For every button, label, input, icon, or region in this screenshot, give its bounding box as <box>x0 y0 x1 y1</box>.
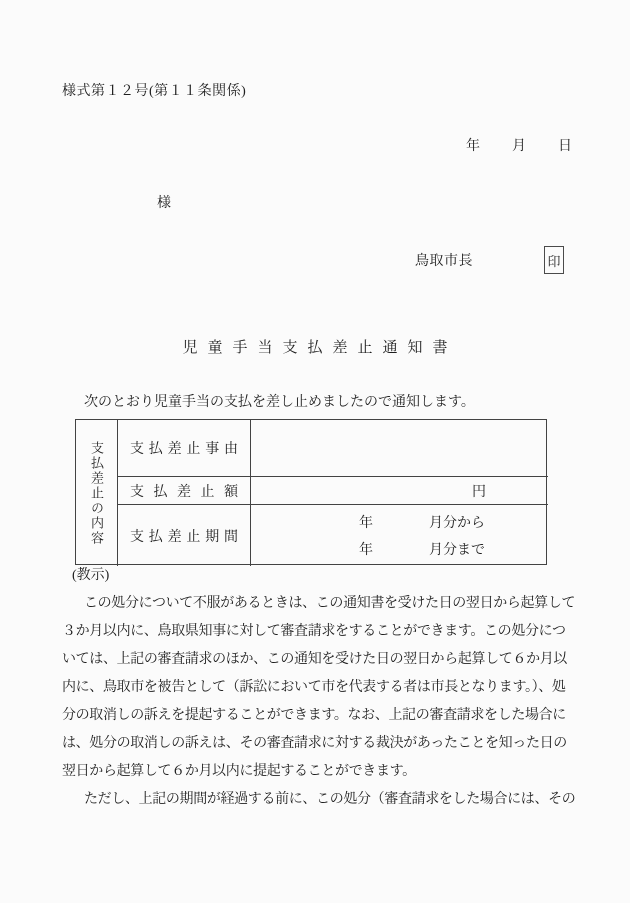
date-month-label: 月 <box>512 139 526 154</box>
row-period-label: 支 払 差 止 期 間 <box>130 529 238 545</box>
seal-placeholder-box <box>544 246 564 274</box>
row-amount-value-cell <box>251 477 548 505</box>
issuer-title: 鳥取市長 <box>415 254 473 269</box>
period-from-line <box>251 512 548 532</box>
row-amount-label: 支 払 差 止 額 <box>130 484 238 500</box>
period-from-year-label: 年 <box>359 516 373 531</box>
notice-line: この処分について不服があるときは、この通知書を受けた日の翌日から起算して <box>84 596 576 611</box>
period-from-suffix: 月分から <box>429 516 485 531</box>
row-amount-unit: 円 <box>472 484 486 500</box>
form-number: 様式第１２号(第１１条関係) <box>62 84 247 99</box>
page-title: 児童手当支払差止通知書 <box>182 340 458 356</box>
date-day-label: 日 <box>558 139 572 154</box>
notice-heading: (教示) <box>72 568 110 583</box>
notice-line: ただし、上記の期間が経過する前に、この処分（審査請求をした場合には、その <box>84 792 576 807</box>
period-to-suffix: 月分まで <box>429 543 485 558</box>
row-reason-label-cell <box>118 420 251 477</box>
notice-line: 内に、鳥取市を被告として（訴訟において市を代表する者は市長となります。）、処 <box>62 680 566 695</box>
addressee-suffix: 様 <box>157 196 171 211</box>
row-period-value-cell <box>251 505 548 566</box>
row-period-label-cell <box>118 505 251 566</box>
notice-line: 翌日から起算して６か月以内に提起することができます。 <box>62 764 416 779</box>
seal-label: 印 <box>547 253 561 269</box>
date-line <box>466 135 572 155</box>
row-reason-value-cell <box>251 420 548 477</box>
period-to-line <box>251 539 548 559</box>
notice-line: いては、上記の審査請求のほか、この通知を受けた日の翌日から起算して６か月以 <box>62 652 568 667</box>
notice-line: 分の取消しの訴えを提起することができます。なお、上記の審査請求をした場合に <box>62 708 566 723</box>
intro-sentence: 次のとおり児童手当の支払を差し止めましたので通知します。 <box>84 395 475 410</box>
period-to-year-label: 年 <box>359 543 373 558</box>
suspension-table <box>75 419 547 565</box>
notice-line: は、処分の取消しの訴えは、その審査請求に対する裁決があったことを知った日の <box>62 736 567 751</box>
row-amount-label-cell <box>118 477 251 505</box>
notice-line: ３か月以内に、鳥取県知事に対して審査請求をすることができます。この処分につ <box>62 624 566 639</box>
date-year-label: 年 <box>466 139 480 154</box>
table-side-header: 支払差止の内容 <box>76 420 118 566</box>
notice-section <box>62 562 582 814</box>
row-reason-label: 支 払 差 止 事 由 <box>130 442 238 457</box>
